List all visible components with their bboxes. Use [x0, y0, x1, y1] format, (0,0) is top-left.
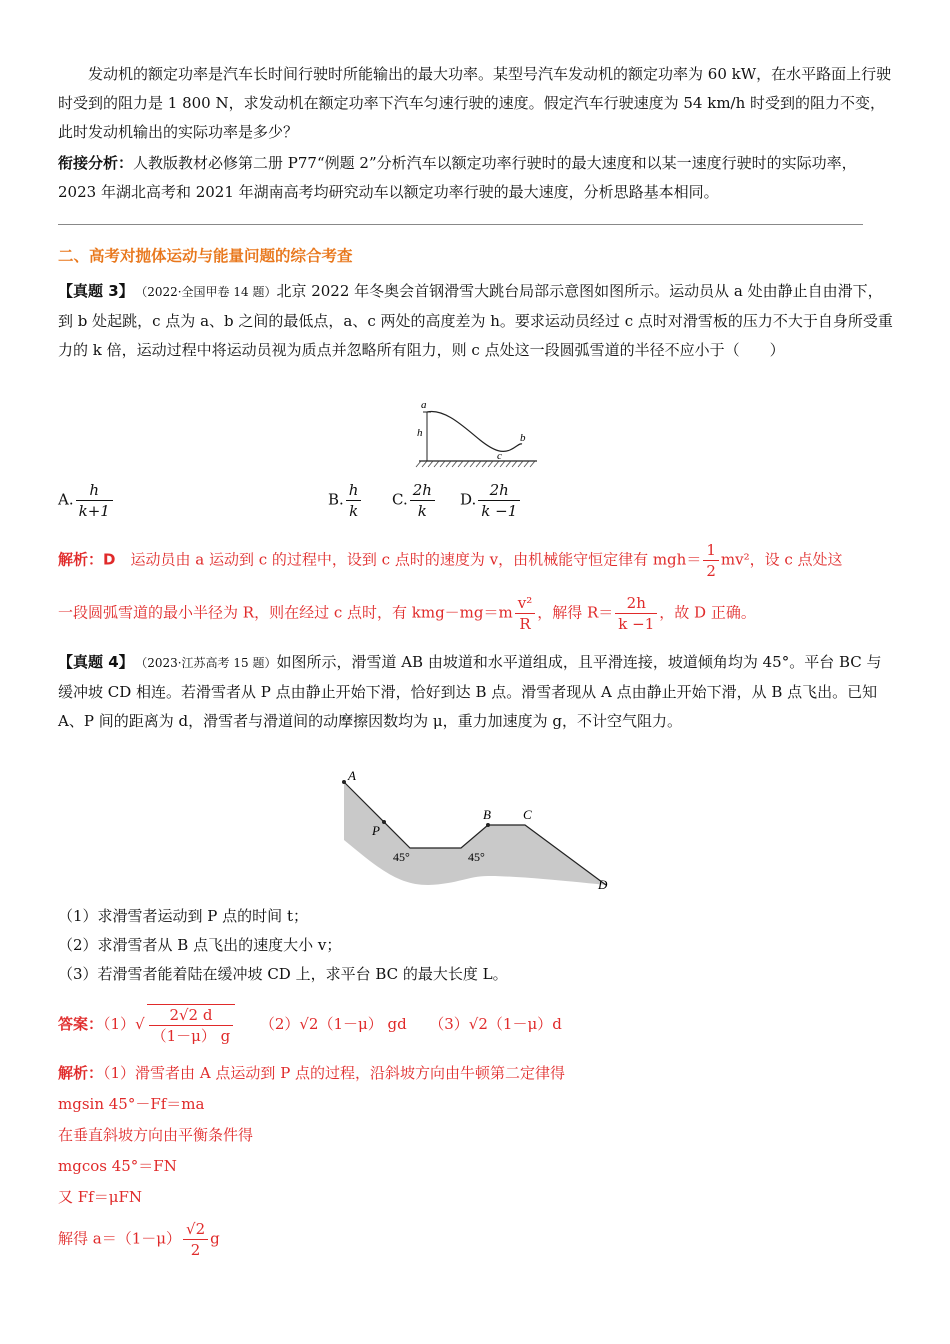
option-den: k [417, 502, 427, 520]
q4-tag: 【真题 4】 [58, 653, 127, 671]
q3-solution [58, 540, 893, 634]
frac-num: 2√2 d [149, 1005, 234, 1026]
q4-sol-line: （1）滑雪者由 A 点运动到 P 点的过程，沿斜坡方向由牛顿第二定律得 [103, 1064, 566, 1082]
q3-text: 北京 2022 年冬奥会首钢滑雪大跳台局部示意图如图所示。运动员从 a 处由静止自由滑下，到 b 处起跳，c 点为 a、b 之间的最低点，a、c 两处的高度差为 h。要求运动员经过 c 点时对滑雪板的压力不大于自身所受重力的 k 倍，运动过程中将运动员视为质点并忽略所有阻力，则 c 点处这一段圆弧雪道的半径不应小于（ ） [58, 282, 893, 359]
q4-part-2: （2）求滑雪者从 B 点飞出的速度大小 v； [58, 936, 342, 954]
q4-sol-last-pre: 解得 a＝（1－μ） [58, 1229, 182, 1248]
option-den: k −1 [481, 502, 518, 520]
analysis-text: 人教版教材必修第二册 P77“例题 2”分析汽车以额定功率行驶时的最大速度和以某一速度行驶时的实际功率，2023 年湖北高考和 2021 年湖南高考均研究动车以额定功率行驶的最大速度，分析思路基本相同。 [58, 154, 857, 201]
frac-den: R [519, 615, 531, 633]
q4-source: （2023·江苏高考 15 题） [141, 656, 277, 670]
frac-num: 1 [703, 540, 719, 561]
q4-sol-label: 解析： [58, 1064, 104, 1082]
q4-sol-line: mgcos 45°＝FN [58, 1157, 177, 1175]
q4-part-1: （1）求滑雪者运动到 P 点的时间 t； [58, 907, 308, 925]
q4-parts [58, 902, 893, 989]
frac-den: k −1 [618, 615, 655, 633]
q4-sol-line: 又 Ff＝μFN [58, 1188, 143, 1206]
divider [58, 224, 863, 225]
option-num: 2h [412, 481, 432, 499]
q3-option-b[interactable] [328, 480, 363, 521]
q4-part-3: （3）若滑雪者能着陆在缓冲坡 CD 上，求平台 BC 的最大长度 L。 [58, 965, 508, 983]
option-num: h [348, 481, 359, 499]
frac-den: 2 [190, 1241, 201, 1259]
q4-ans1-pre: （1） [103, 1015, 136, 1033]
q3-source: （2022·全国甲卷 14 题） [141, 285, 277, 299]
q4-block [58, 648, 893, 736]
q4-angle-2: 45° [468, 850, 485, 864]
frac-num: v² [515, 593, 536, 614]
q4-label-C: C [523, 807, 532, 822]
q4-figure [338, 768, 618, 894]
q4-sol-line: 在垂直斜坡方向由平衡条件得 [58, 1126, 254, 1144]
q3-label-b: b [520, 432, 526, 444]
q3-tag: 【真题 3】 [58, 282, 127, 300]
q4-ans2: （2）√2（1－μ） gd [267, 1015, 407, 1033]
intro-text: 发动机的额定功率是汽车长时间行驶时所能输出的最大功率。某型号汽车发动机的额定功率为 60 kW，在水平路面上行驶时受到的阻力是 1 800 N，求发动机在额定功率下汽车匀速行驶的速度。假定汽车行驶速度为 54 km/h 时受到的阻力不变，此时发动机输出的实际功率是多少？ [58, 65, 892, 141]
q4-text: 如图所示，滑雪道 AB 由坡道和水平道组成，且平滑连接，坡道倾角均为 45°。平台 BC 与缓冲坡 CD 相连。若滑雪者从 P 点由静止开始下滑，恰好到达 B 点。滑雪者现从 A 点由静止开始下滑，从 B 点飞出。已知 A、P 间的距离为 d，滑雪者与滑道间的动摩擦因数均为 μ，重力加速度为 g，不计空气阻力。 [58, 653, 882, 730]
option-num: 2h [489, 481, 509, 499]
q4-ans-label: 答案： [58, 1015, 104, 1033]
q3-sol2-mid: ，解得 R＝ [537, 603, 614, 622]
q4-label-D: D [598, 877, 608, 892]
q3-block [58, 277, 893, 365]
frac-den: （1－μ） g [151, 1027, 231, 1045]
analysis-label: 衔接分析： [58, 154, 134, 172]
option-letter: C. [392, 490, 408, 509]
q4-label-B: B [483, 807, 491, 822]
section-title: 二、高考对抛体运动与能量问题的综合考查 [58, 247, 353, 265]
q4-label-A: A [348, 768, 356, 783]
frac-den: 2 [706, 562, 716, 580]
q3-option-a[interactable] [58, 480, 115, 521]
q4-sol-line: mgsin 45°－Ff＝ma [58, 1095, 205, 1113]
q3-sol2: 一段圆弧雪道的最小半径为 R，则在经过 c 点时，有 kmg－mg＝m [58, 603, 513, 622]
q4-answer: 答案：（1）√ $\frac{2√2 d}{(1-\mu) g}$ （2）√2（1－μ） gd （3）√2（1－μ）d [58, 1006, 562, 1045]
q3-label-h: h [417, 427, 423, 439]
q4-ans3: （3）√2（1－μ）d [436, 1015, 562, 1033]
intro-block [58, 60, 893, 207]
q4-angle-1: 45° [393, 850, 410, 864]
frac-num: 2h [615, 593, 657, 614]
q3-sol-label: 解析：D [58, 550, 116, 569]
frac-num: √2 [183, 1219, 208, 1240]
option-letter: B. [328, 490, 344, 509]
q4-label-P: P [372, 823, 380, 838]
q3-label-a: a [421, 399, 427, 411]
q4-sol-last-tail: g [210, 1229, 220, 1248]
option-num: h [89, 481, 100, 499]
option-den: k+1 [78, 502, 110, 520]
q3-sol2-tail: ，故 D 正确。 [659, 603, 756, 622]
option-den: k [349, 502, 359, 520]
q3-figure [415, 398, 540, 470]
q3-sol1-tail: mv²，设 c 点处这 [720, 550, 843, 569]
q3-sol1: 运动员由 a 运动到 c 的过程中，设到 c 点时的速度为 v，由机械能守恒定律有 mgh＝ [130, 550, 702, 569]
option-letter: D. [460, 490, 477, 509]
q4-solution [58, 1058, 893, 1260]
option-letter: A. [58, 490, 74, 509]
q3-label-c: c [497, 450, 502, 462]
q3-option-d[interactable] [460, 480, 522, 521]
q3-option-c[interactable] [392, 480, 437, 521]
